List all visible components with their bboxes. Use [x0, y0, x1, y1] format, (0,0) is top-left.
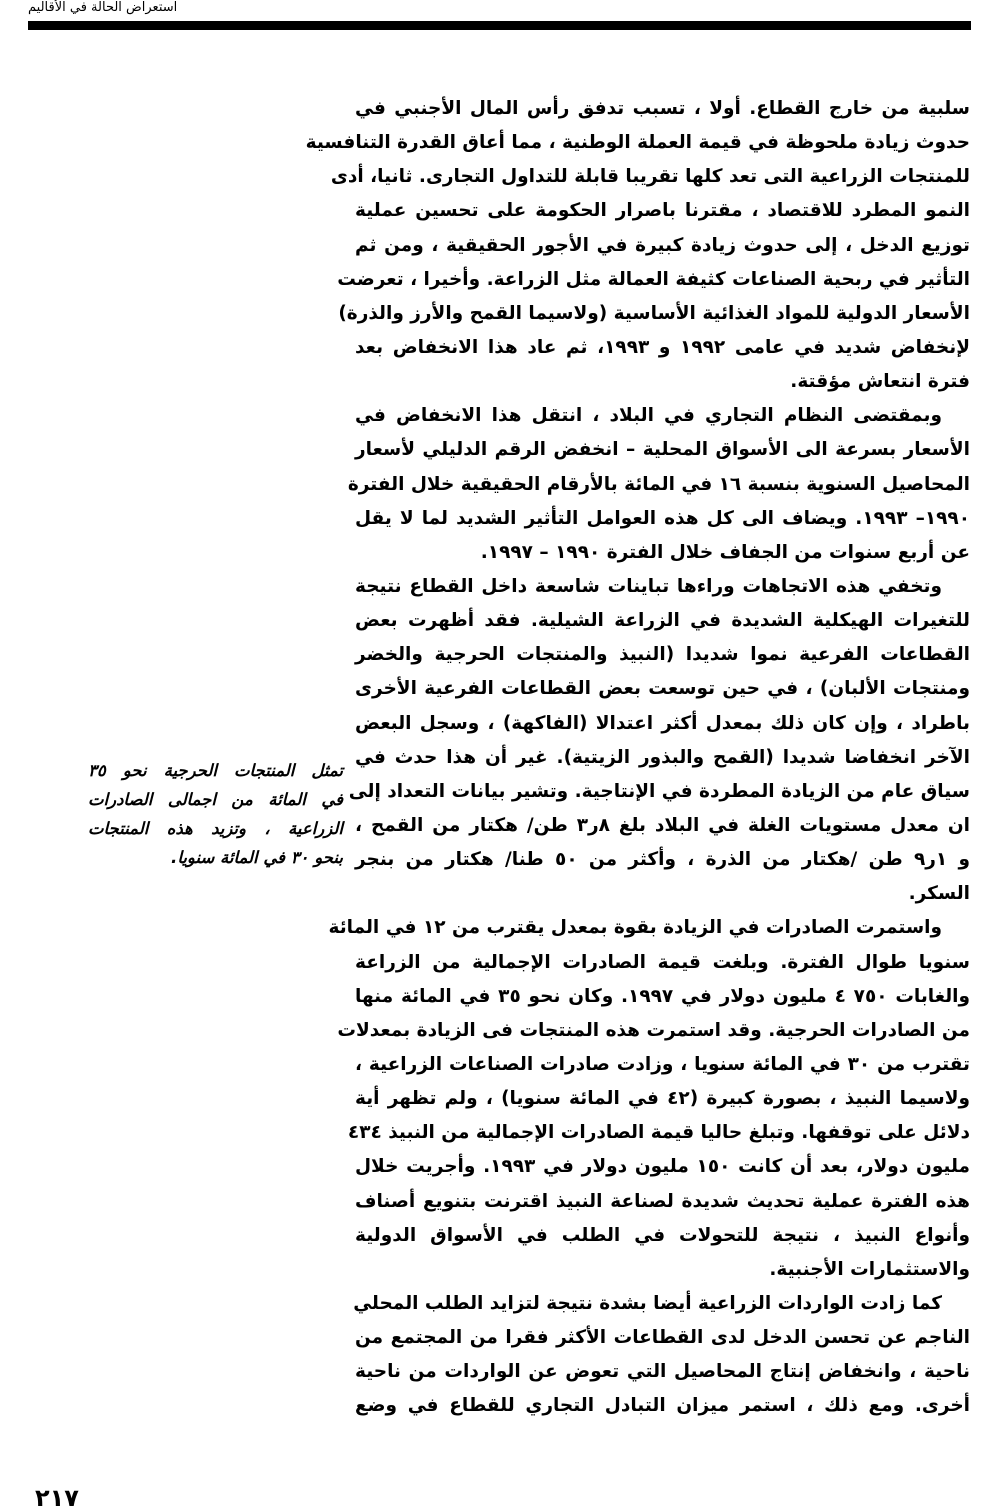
text-line: واستمرت الصادرات في الزيادة بقوة بمعدل يقترب من ١٢ في المائة [328, 917, 942, 939]
text-line: التأثير في ربحية الصناعات كثيفة العمالة مثل الزراعة. وأخيرا ، تعرضت [337, 268, 970, 290]
text-line: وتخفي هذه الاتجاهات وراءها تباينات شاسعة داخل القطاع نتيجة [355, 575, 942, 597]
text-line: وبمقتضى النظام التجاري في البلاد ، انتقل هذا الانخفاض في [355, 405, 942, 427]
text-line: الأسعار بسرعة الى الأسواق المحلية – انخفض الرقم الدليلي لأسعار [355, 439, 970, 461]
text-line: ولاسيما النبيذ ، بصورة كبيرة (٤٢ في المائة سنويا) ، ولم تظهر أية [355, 1088, 970, 1110]
paragraph [348, 570, 970, 911]
text-line: هذه الفترة عملية تحديث شديدة لصناعة النبيذ اقترنت بتنويع أصناف [355, 1190, 970, 1212]
text-line: ١٩٩٠– ١٩٩٣. ويضاف الى كل هذه العوامل التأثير الشديد لما لا يقل [355, 507, 970, 529]
text-line: أخرى. ومع ذلك ، استمر ميزان التبادل التجاري للقطاع في وضع [355, 1395, 970, 1417]
text-line: النمو المطرد للاقتصاد ، مقترنا باصرار الحكومة على تحسين عملية [355, 200, 970, 222]
paragraph [305, 92, 970, 399]
text-line: الناجم عن تحسن الدخل لدى القطاعات الأكثر فقرا من المجتمع من [355, 1327, 970, 1349]
text-line: لإنخفاض شديد في عامى ١٩٩٢ و ١٩٩٣، ثم عاد هذا الانخفاض بعد [355, 336, 970, 358]
text-line: الآخر انخفاضا شديدا (القمح والبذور الزيتية). غير أن هذا حدث في [355, 746, 970, 768]
text-line: المحاصيل السنوية بنسبة ١٦ في المائة بالأرقام الحقيقية خلال الفترة [347, 473, 970, 495]
text-line: وأنواع النبيذ ، نتيجة للتحولات في الطلب في الأسواق الدولية [355, 1224, 970, 1246]
text-line: للمنتجات الزراعية التى تعد كلها تقريبا قابلة للتداول التجارى. ثانيا، أدى [330, 166, 970, 188]
text-line: دلائل على توقفها. وتبلغ حاليا قيمة الصادرات الإجمالية من النبيذ ٤٣٤ [347, 1122, 970, 1144]
paragraph [347, 399, 970, 570]
text-line: السكر. [908, 883, 970, 905]
text-line: فترة انتعاش مؤقتة. [790, 371, 970, 393]
page-number: ٢١٧ [35, 1484, 79, 1512]
margin-note-line: الزراعية ، وتزيد هذه المنتجات [88, 819, 343, 838]
margin-note-line: تمثل المنتجات الحرجية نحو ٣٥ [88, 761, 343, 780]
text-line: مليون دولار، بعد أن كانت ١٥٠ مليون دولار في ١٩٩٣. وأجريت خلال [355, 1156, 970, 1178]
text-line: الأسعار الدولية للمواد الغذائية الأساسية (ولاسيما القمح والأرز والذرة) [338, 302, 970, 324]
margin-note-line: في المائة من اجمالى الصادرات [88, 790, 343, 809]
text-line: والاستثمارات الأجنبية. [769, 1258, 970, 1280]
paragraph [355, 1287, 970, 1424]
text-line: والغابات ٧٥٠ ٤ مليون دولار في ١٩٩٧. وكان نحو ٣٥ في المائة منها [355, 985, 970, 1007]
margin-note-line: بنحو ٣٠ في المائة سنويا. [171, 848, 343, 867]
text-line: تقترب من ٣٠ في المائة سنويا ، وزادت صادرات الصناعات الزراعية ، [355, 1053, 970, 1075]
text-line: كما زادت الواردات الزراعية أيضا بشدة نتيجة لتزايد الطلب المحلي [353, 1292, 942, 1314]
text-line: ان معدل مستويات الغلة في البلاد بلغ ٨ر٣ طن/ هكتار من القمح ، [355, 814, 970, 836]
text-line: القطاعات الفرعية نموا شديدا (النبيذ والمنتجات الحرجية والخضر [355, 644, 970, 666]
header-rule [28, 21, 971, 30]
text-line: ومنتجات الألبان) ، في حين توسعت بعض القطاعات الفرعية الأخرى [355, 678, 970, 700]
margin-note [88, 756, 343, 872]
body-text [305, 92, 970, 1423]
text-line: سياق عام من الزيادة المطردة في الإنتاجية. وتشير بيانات التعداد إلى [348, 780, 970, 802]
text-line: حدوث زيادة ملحوظة في قيمة العملة الوطنية ، مما أعاق القدرة التنافسية [305, 132, 970, 154]
text-line: و ١ر٩ طن /هكتار من الذرة ، وأكثر من ٥٠ طنا/ هكتار من بنجر [355, 849, 970, 871]
text-line: من الصادرات الحرجية. وقد استمرت هذه المنتجات فى الزيادة بمعدلات [337, 1019, 970, 1041]
text-line: للتغيرات الهيكلية الشديدة في الزراعة الشيلية. فقد أظهرت بعض [355, 610, 970, 632]
text-line: سنويا طوال الفترة. وبلغت قيمة الصادرات الإجمالية من الزراعة [355, 951, 970, 973]
paragraph [328, 911, 970, 1287]
running-header-title: استعراض الحالة في الأقاليم [28, 0, 178, 15]
text-line: عن أربع سنوات من الجفاف خلال الفترة ١٩٩٠ – ١٩٩٧. [480, 541, 970, 563]
text-line: سلبية من خارج القطاع. أولا ، تسبب تدفق رأس المال الأجنبي في [355, 98, 970, 119]
text-line: باطراد ، وإن كان ذلك بمعدل أكثر اعتدالا (الفاكهة) ، وسجل البعض [355, 712, 970, 734]
text-line: توزيع الدخل ، إلى حدوث زيادة كبيرة في الأجور الحقيقية ، ومن ثم [355, 234, 970, 256]
text-line: ناحية ، وانخفاض إنتاج المحاصيل التي تعوض عن الواردات من ناحية [355, 1361, 970, 1383]
